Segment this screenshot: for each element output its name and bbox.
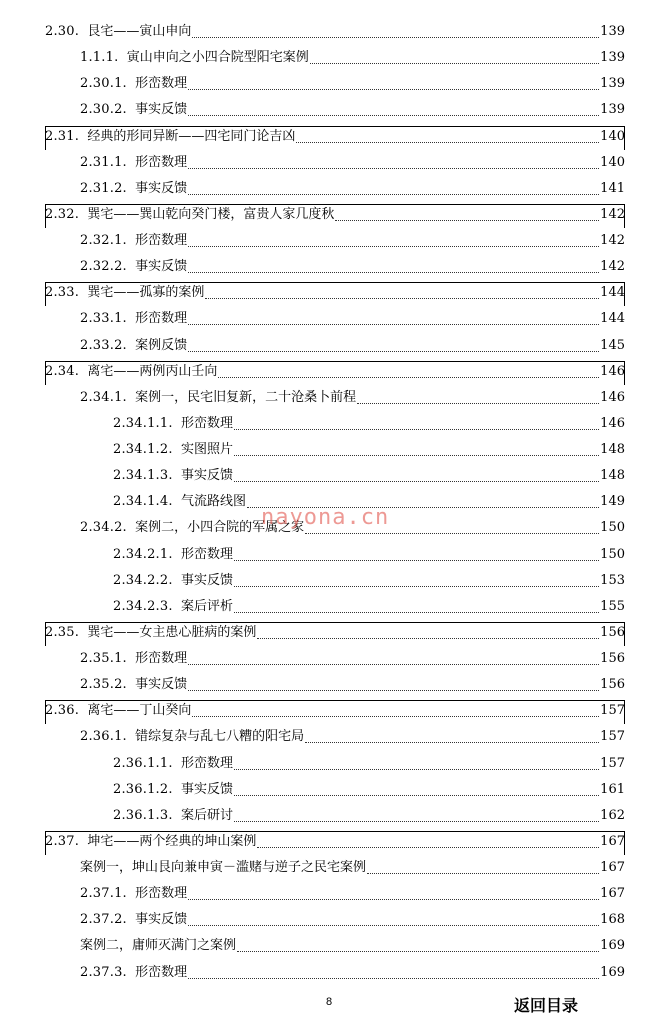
toc-entry-title: 案后评析: [180, 598, 233, 614]
toc-entry[interactable]: [0, 960, 661, 986]
table-of-contents: [0, 19, 661, 986]
toc-entry-title: 案后研讨: [180, 807, 233, 823]
toc-entry-title: 形峦数理: [135, 76, 188, 92]
toc-dot-leader: [188, 167, 599, 169]
toc-entry-number: 2.34.2.: [80, 520, 127, 536]
toc-entry-page: 142: [600, 206, 625, 222]
toc-entry-number: 2.36.1.2.: [113, 781, 173, 797]
toc-entry-page: 141: [600, 180, 625, 196]
toc-entry[interactable]: [0, 124, 661, 150]
toc-entry-page: 146: [600, 363, 625, 379]
toc-entry-page: 162: [600, 807, 625, 823]
toc-entry-title: 寅山申向之小四合院型阳宅案例: [126, 50, 309, 66]
toc-entry-page: 139: [600, 24, 625, 40]
toc-entry-title: 形峦数理: [135, 233, 188, 249]
toc-entry-number: 2.34.2.1.: [113, 546, 173, 562]
toc-dot-leader: [335, 219, 599, 221]
toc-entry-title: 案例一，坤山艮向兼申寅－滥赌与逆子之民宅案例: [80, 860, 367, 876]
toc-entry-number: 2.34.1.3.: [113, 468, 173, 484]
toc-entry-page: 168: [600, 912, 625, 928]
toc-entry-number: 2.31.2.: [80, 180, 127, 196]
toc-entry-page: 150: [600, 546, 625, 562]
toc-entry-page: 144: [600, 285, 625, 301]
toc-entry-page: 148: [600, 442, 625, 458]
toc-entry-number: 2.31.: [45, 128, 80, 144]
toc-entry-page: 148: [600, 468, 625, 484]
toc-dot-leader: [188, 271, 599, 273]
toc-entry-number: 2.34.2.2.: [113, 572, 173, 588]
toc-entry-number: 2.37.: [45, 833, 80, 849]
toc-entry-number: 2.33.2.: [80, 337, 127, 353]
toc-entry-page: 169: [600, 938, 625, 954]
toc-entry-page: 156: [600, 677, 625, 693]
toc-entry-number: 2.30.2.: [80, 102, 127, 118]
toc-entry[interactable]: [0, 463, 661, 489]
toc-dot-leader: [234, 585, 599, 587]
toc-dot-leader: [234, 768, 599, 770]
toc-entry[interactable]: [0, 254, 661, 280]
toc-entry[interactable]: [0, 280, 661, 306]
toc-entry-page: 139: [600, 102, 625, 118]
toc-entry[interactable]: [0, 803, 661, 829]
toc-entry-page: 167: [600, 833, 625, 849]
toc-entry-page: 150: [600, 520, 625, 536]
toc-dot-leader: [234, 454, 599, 456]
toc-entry[interactable]: [0, 228, 661, 254]
toc-entry-title: 形峦数理: [135, 154, 188, 170]
toc-entry[interactable]: [0, 19, 661, 45]
toc-entry[interactable]: [0, 542, 661, 568]
toc-entry[interactable]: [0, 620, 661, 646]
toc-entry[interactable]: [0, 594, 661, 620]
toc-entry-title: 事实反馈: [180, 468, 233, 484]
toc-dot-leader: [305, 532, 599, 534]
toc-entry[interactable]: [0, 698, 661, 724]
toc-entry-number: 2.34.1.: [80, 389, 127, 405]
toc-entry-number: 2.36.1.1.: [113, 755, 173, 771]
toc-dot-leader: [192, 715, 599, 717]
toc-dot-leader: [188, 663, 599, 665]
toc-entry-title: 离宅——丁山癸向: [87, 703, 192, 719]
toc-entry-number: 2.33.1.: [80, 311, 127, 327]
toc-entry-title: 离宅——两例丙山壬向: [87, 363, 218, 379]
toc-entry-number: 2.34.1.2.: [113, 442, 173, 458]
toc-entry-page: 146: [600, 415, 625, 431]
toc-entry-title: 错综复杂与乱七八糟的阳宅局: [135, 729, 305, 745]
toc-entry-page: 157: [600, 729, 625, 745]
toc-entry-number: 2.30.1.: [80, 76, 127, 92]
toc-entry[interactable]: [0, 646, 661, 672]
toc-dot-leader: [188, 88, 599, 90]
toc-dot-leader: [218, 376, 599, 378]
toc-dot-leader: [188, 245, 599, 247]
toc-entry-page: 157: [600, 703, 625, 719]
toc-entry-page: 156: [600, 651, 625, 667]
toc-entry-number: 2.34.2.3.: [113, 598, 173, 614]
toc-entry[interactable]: [0, 359, 661, 385]
toc-entry-title: 形峦数理: [135, 311, 188, 327]
toc-entry-title: 经典的形同异断——四宅同门论吉凶: [87, 128, 296, 144]
toc-entry[interactable]: [0, 437, 661, 463]
toc-entry-title: 巽宅——女主患心脏病的案例: [87, 624, 257, 640]
toc-entry-number: 2.36.: [45, 703, 80, 719]
toc-dot-leader: [237, 950, 599, 952]
toc-entry-number: 2.36.1.3.: [113, 807, 173, 823]
toc-dot-leader: [234, 480, 599, 482]
page-number: 8: [326, 996, 333, 1008]
toc-entry-page: 156: [600, 624, 625, 640]
toc-entry[interactable]: [0, 672, 661, 698]
toc-dot-leader: [188, 193, 599, 195]
toc-entry[interactable]: [0, 71, 661, 97]
toc-entry[interactable]: [0, 777, 661, 803]
toc-dot-leader: [188, 924, 599, 926]
toc-entry-title: 形峦数理: [180, 546, 233, 562]
toc-entry-page: 167: [600, 886, 625, 902]
toc-entry-number: 2.33.: [45, 285, 80, 301]
toc-entry-number: 2.34.1.1.: [113, 415, 173, 431]
toc-entry-title: 实图照片: [180, 442, 233, 458]
toc-dot-leader: [305, 741, 599, 743]
toc-entry-number: 2.35.2.: [80, 677, 127, 693]
toc-entry-number: 2.37.2.: [80, 912, 127, 928]
toc-entry[interactable]: [0, 333, 661, 359]
toc-dot-leader: [357, 402, 599, 404]
toc-entry-number: 2.32.1.: [80, 233, 127, 249]
toc-entry-page: 139: [600, 50, 625, 66]
toc-entry[interactable]: [0, 150, 661, 176]
toc-entry-number: 2.36.1.: [80, 729, 127, 745]
toc-entry-page: 153: [600, 572, 625, 588]
toc-entry-title: 巽宅——巽山乾向癸门楼，富贵人家几度秋: [87, 206, 335, 222]
toc-dot-leader: [188, 114, 599, 116]
toc-entry-title: 事实反馈: [180, 572, 233, 588]
toc-entry-title: 形峦数理: [180, 415, 233, 431]
toc-entry-number: 2.34.: [45, 363, 80, 379]
toc-entry-page: 140: [600, 154, 625, 170]
toc-entry-page: 142: [600, 233, 625, 249]
back-to-contents-link[interactable]: 返回目录: [514, 996, 579, 1015]
toc-entry-page: 167: [600, 860, 625, 876]
toc-entry-title: 事实反馈: [135, 259, 188, 275]
toc-dot-leader: [310, 62, 599, 64]
toc-entry-number: 2.35.1.: [80, 651, 127, 667]
toc-dot-leader: [234, 611, 599, 613]
toc-entry-number: 2.35.: [45, 624, 80, 640]
toc-entry-title: 艮宅——寅山申向: [87, 24, 192, 40]
toc-entry-page: 140: [600, 128, 625, 144]
toc-entry-number: 2.37.1.: [80, 886, 127, 902]
toc-entry-title: 事实反馈: [135, 912, 188, 928]
watermark: nayona.cn: [261, 505, 390, 530]
toc-entry-title: 事实反馈: [135, 102, 188, 118]
toc-dot-leader: [234, 794, 599, 796]
toc-entry-title: 案例反馈: [135, 337, 188, 353]
toc-dot-leader: [188, 350, 599, 352]
toc-entry-page: 157: [600, 755, 625, 771]
toc-entry[interactable]: [0, 411, 661, 437]
toc-entry-number: 2.30.: [45, 24, 80, 40]
toc-entry-page: 169: [600, 964, 625, 980]
toc-entry[interactable]: [0, 855, 661, 881]
toc-entry-title: 案例二，庸师灭满门之案例: [80, 938, 237, 954]
toc-dot-leader: [188, 977, 599, 979]
toc-dot-leader: [188, 689, 599, 691]
toc-entry-page: 139: [600, 76, 625, 92]
toc-entry[interactable]: [0, 881, 661, 907]
toc-dot-leader: [234, 428, 599, 430]
toc-entry-number: 2.32.2.: [80, 259, 127, 275]
toc-entry[interactable]: [0, 933, 661, 959]
toc-dot-leader: [192, 36, 599, 38]
toc-entry-title: 巽宅——孤寡的案例: [87, 285, 205, 301]
toc-entry[interactable]: [0, 176, 661, 202]
toc-dot-leader: [367, 872, 599, 874]
toc-entry[interactable]: [0, 751, 661, 777]
toc-dot-leader: [257, 846, 599, 848]
toc-dot-leader: [234, 820, 599, 822]
toc-dot-leader: [188, 323, 599, 325]
toc-entry[interactable]: [0, 97, 661, 123]
toc-entry-page: 145: [600, 337, 625, 353]
toc-entry[interactable]: [0, 829, 661, 855]
toc-entry-title: 形峦数理: [135, 886, 188, 902]
toc-entry-title: 事实反馈: [180, 781, 233, 797]
toc-entry-page: 142: [600, 259, 625, 275]
toc-entry-number: 1.1.1.: [80, 50, 119, 66]
toc-entry-page: 146: [600, 389, 625, 405]
toc-entry-page: 149: [600, 494, 625, 510]
toc-entry-title: 形峦数理: [180, 755, 233, 771]
toc-dot-leader: [234, 559, 599, 561]
toc-entry[interactable]: [0, 907, 661, 933]
toc-entry[interactable]: [0, 385, 661, 411]
toc-entry-title: 事实反馈: [135, 677, 188, 693]
toc-entry-number: 2.32.: [45, 206, 80, 222]
toc-entry-number: 2.31.1.: [80, 154, 127, 170]
toc-entry-page: 144: [600, 311, 625, 327]
toc-dot-leader: [188, 898, 599, 900]
toc-entry-page: 161: [600, 781, 625, 797]
toc-entry-title: 案例二，小四合院的军属之家: [135, 520, 305, 536]
toc-entry-title: 案例一，民宅旧复新，二十沧桑卜前程: [135, 389, 357, 405]
toc-dot-leader: [257, 637, 599, 639]
toc-dot-leader: [296, 141, 599, 143]
toc-entry[interactable]: [0, 568, 661, 594]
toc-entry-title: 形峦数理: [135, 964, 188, 980]
toc-entry-title: 坤宅——两个经典的坤山案例: [87, 833, 257, 849]
toc-entry[interactable]: [0, 202, 661, 228]
toc-dot-leader: [205, 297, 599, 299]
toc-entry-page: 155: [600, 598, 625, 614]
toc-entry[interactable]: [0, 306, 661, 332]
toc-entry-number: 2.37.3.: [80, 964, 127, 980]
toc-entry-title: 形峦数理: [135, 651, 188, 667]
toc-entry[interactable]: [0, 724, 661, 750]
toc-entry-title: 气流路线图: [180, 494, 246, 510]
toc-entry-title: 事实反馈: [135, 180, 188, 196]
toc-entry[interactable]: [0, 45, 661, 71]
toc-entry-number: 2.34.1.4.: [113, 494, 173, 510]
